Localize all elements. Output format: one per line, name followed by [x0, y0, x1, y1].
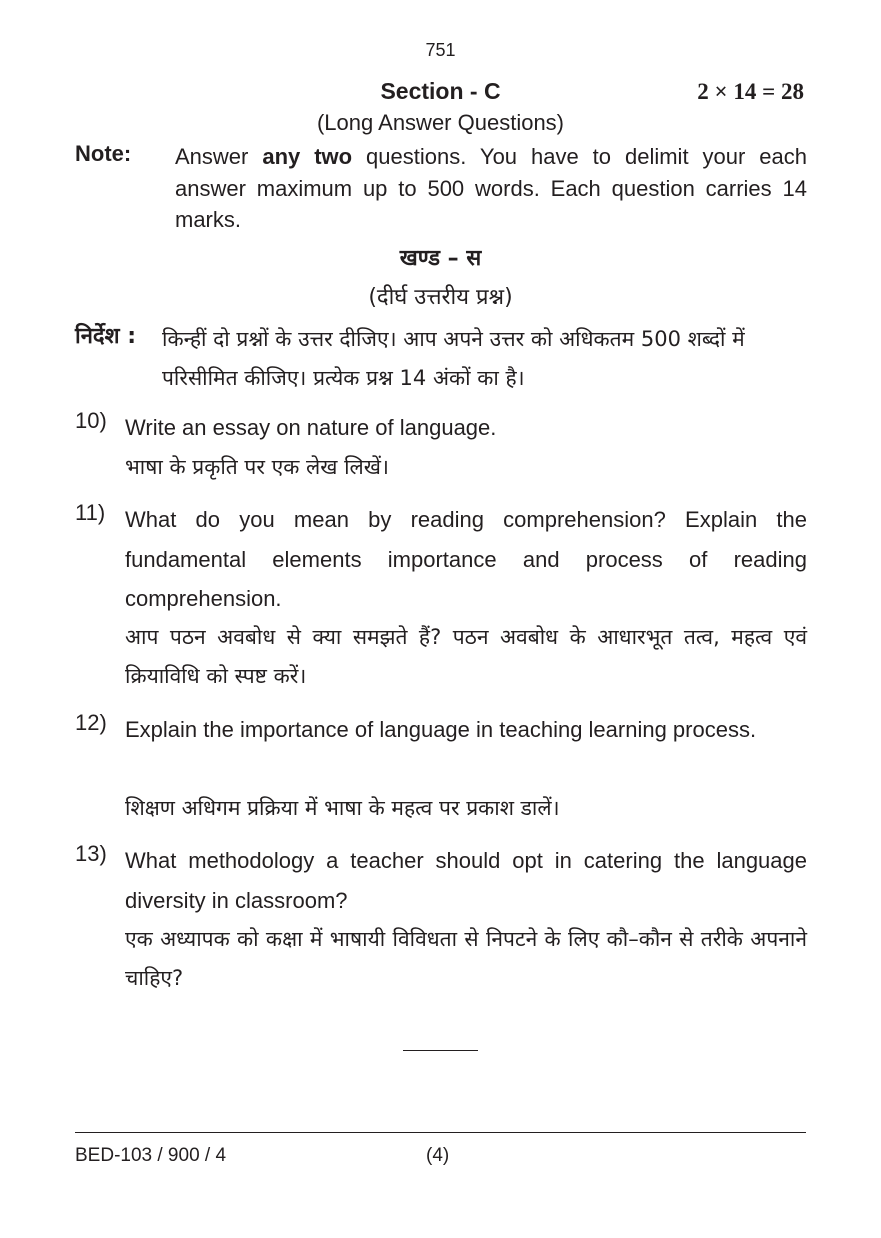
question-english: Explain the importance of language in teaching learning process. — [125, 717, 757, 742]
note-text-bold: any two — [262, 144, 353, 169]
footer-divider — [75, 1132, 806, 1133]
question-number: 12) — [75, 710, 107, 735]
note-label: Note: — [75, 141, 132, 166]
hindi-section-subtitle: (दीर्घ उत्तरीय प्रश्न) — [368, 285, 513, 310]
section-subtitle: (Long Answer Questions) — [316, 110, 565, 135]
note-text-after: questions. You have to delimit your each answer maximum up to 500 words. Each question carries 14 marks. — [175, 144, 807, 232]
hindi-note-text: किन्हीं दो प्रश्नों के उत्तर दीजिए। आप अपने उत्तर को अधिकतम 500 शब्दों में परिसीमित कीजिए। प्रत्येक प्रश्न 14 अंकों का है। — [162, 327, 745, 390]
question-english: Write an essay on nature of language. — [125, 415, 497, 440]
end-of-section-divider — [403, 1050, 478, 1051]
note-text-before: Answer — [175, 144, 263, 169]
section-title: Section - C — [380, 78, 501, 104]
question-number: 11) — [75, 500, 106, 525]
footer-paper-code: BED-103 / 900 / 4 — [75, 1145, 227, 1166]
note-text — [175, 141, 807, 236]
question-hindi: शिक्षण अधिगम प्रक्रिया में भाषा के महत्व पर प्रकाश डालें। — [125, 796, 560, 820]
footer-page-number: (4) — [426, 1145, 450, 1166]
question-number: 10) — [75, 408, 107, 433]
hindi-section-title: खण्ड – स — [399, 246, 482, 271]
question-hindi: एक अध्यापक को कक्षा में भाषायी विविधता से निपटने के लिए कौ–कौन से तरीके अपनाने चाहिए? — [125, 927, 807, 990]
page-number: 751 — [425, 40, 456, 60]
section-marks: 2 × 14 = 28 — [697, 79, 804, 104]
question-hindi: आप पठन अवबोध से क्या समझते हैं? पठन अवबोध के आधारभूत तत्व, महत्व एवं क्रियाविधि को स्पष्ट करें। — [125, 625, 807, 688]
question-hindi: भाषा के प्रकृति पर एक लेख लिखें। — [125, 455, 389, 479]
question-english: What do you mean by reading comprehension? Explain the fundamental elements importance and process of reading comprehension. — [125, 507, 807, 611]
hindi-note-label: निर्देश : — [75, 324, 137, 349]
question-number: 13) — [75, 841, 107, 866]
question-english: What methodology a teacher should opt in catering the language diversity in classroom? — [125, 848, 807, 913]
